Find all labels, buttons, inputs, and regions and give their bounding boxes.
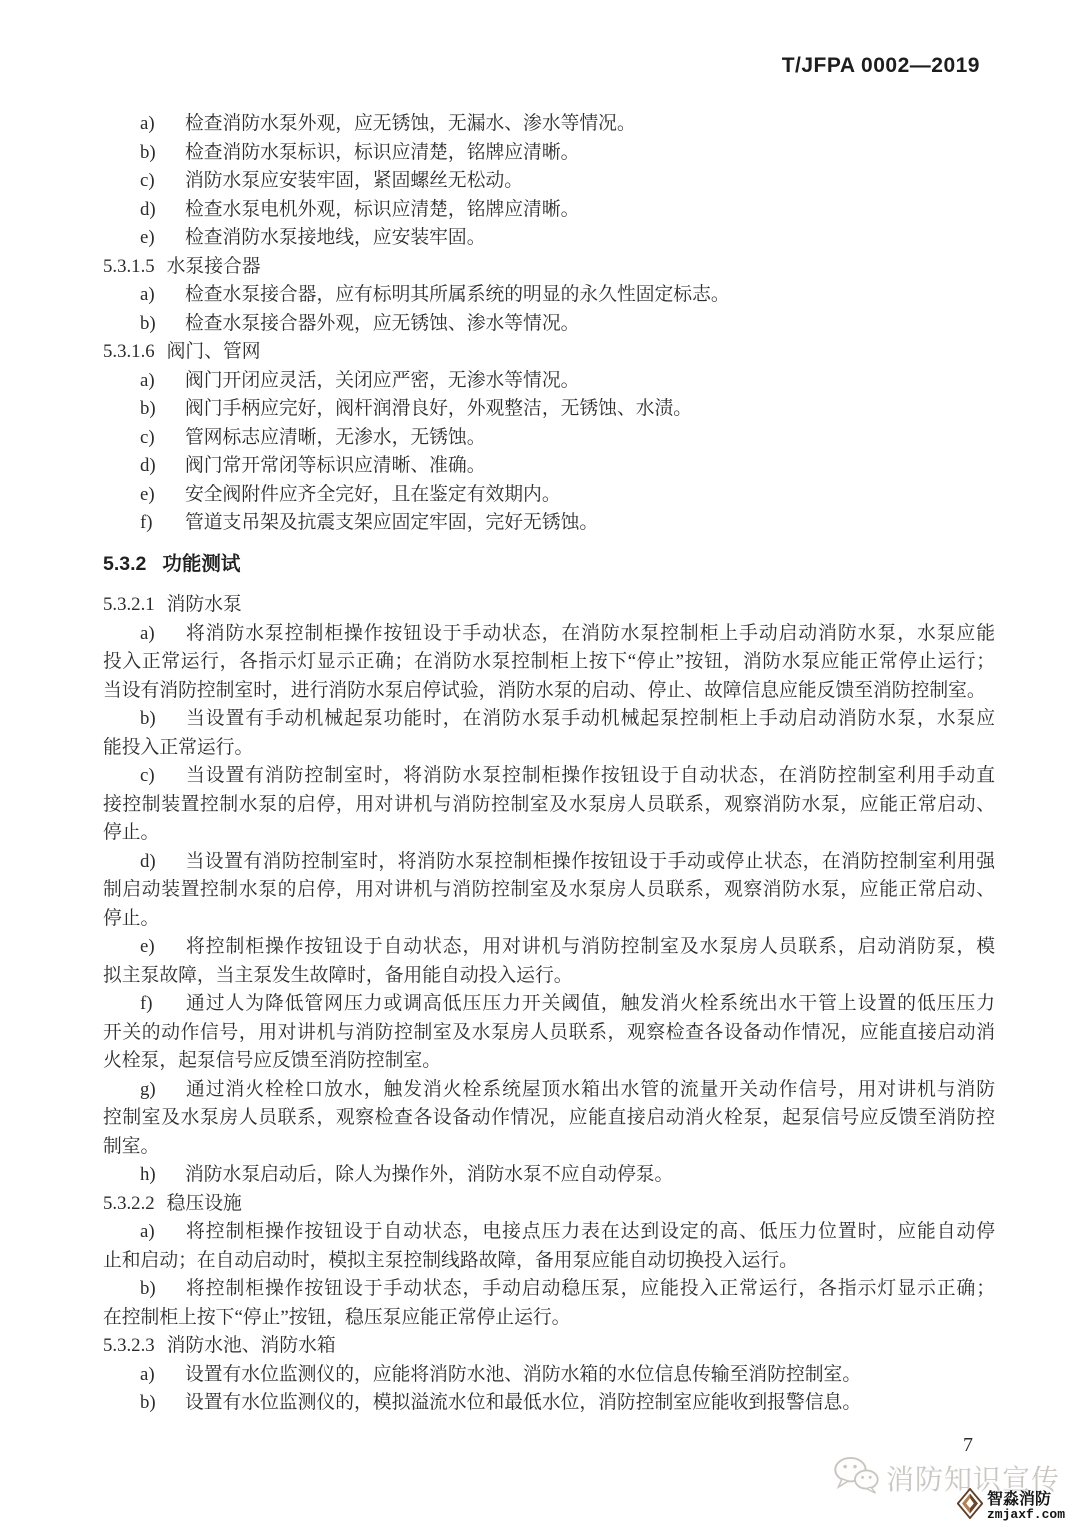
- section-title: 消防水池、消防水箱: [166, 1335, 336, 1356]
- clause-label: d): [140, 455, 156, 476]
- clause-label: a): [140, 113, 155, 134]
- clause-item: [103, 452, 995, 481]
- logo-name: 智淼消防: [987, 1490, 1052, 1508]
- section-number: 5.3.1.6: [103, 341, 155, 362]
- clause-paragraph-line: c) 当设置有消防控制室时，将消防水泵控制柜操作按钮设于自动状态，在消防控制室利用手动直: [103, 762, 995, 791]
- clause-paragraph-line: g) 通过消火栓栓口放水，触发消火栓系统屋顶水箱出水管的流量开关动作信号，用对讲机与消防: [103, 1076, 995, 1105]
- clause-paragraph-line: b) 当设置有手动机械起泵功能时，在消防水泵手动机械起泵控制柜上手动启动消防水泵，水泵应: [103, 705, 995, 734]
- clause-paragraph-line: 火栓泵，起泵信号应反馈至消防控制室。: [103, 1050, 442, 1071]
- page-number: 7: [963, 1434, 973, 1456]
- clause-label: b): [140, 1392, 156, 1413]
- document-content: [103, 110, 995, 1418]
- clause-paragraph: [103, 1389, 995, 1418]
- watermark-text: 消防知识宣传: [886, 1464, 1061, 1496]
- site-logo: [957, 1488, 1065, 1524]
- clause-paragraph-line: a) 设置有水位监测仪的，应能将消防水池、消防水箱的水位信息传输至消防控制室。: [103, 1361, 995, 1390]
- clause-item: [103, 139, 995, 168]
- clause-paragraph-line: d) 当设置有消防控制室时，将消防水泵控制柜操作按钮设于手动或停止状态，在消防控制室利用强: [103, 848, 995, 877]
- clause-paragraph-line: 拟主泵故障，当主泵发生故障时，备用能自动投入运行。: [103, 964, 573, 986]
- clause-label: c): [140, 426, 155, 448]
- clause-item: [103, 310, 995, 339]
- clause-label: b): [140, 1278, 156, 1299]
- section-number: 5.3.2.1: [103, 594, 155, 615]
- section-heading: [103, 1190, 995, 1219]
- clause-text: 消防水泵应安装牢固，紧固螺丝无松动。: [185, 170, 524, 191]
- clause-item: [103, 224, 995, 253]
- clause-text: 检查消防水泵接地线，应安装牢固。: [185, 227, 486, 248]
- clause-label: e): [140, 227, 155, 248]
- section-title: 稳压设施: [166, 1192, 242, 1214]
- clause-paragraph-line: a) 将控制柜操作按钮设于自动状态，电接点压力表在达到设定的高、低压力位置时，应能自动停: [103, 1218, 995, 1247]
- clause-label: b): [140, 398, 156, 419]
- clause-text: 检查水泵接合器外观，应无锈蚀、渗水等情况。: [185, 312, 580, 334]
- clause-label: b): [140, 708, 156, 729]
- clause-paragraph-line: f) 通过人为降低管网压力或调高低压压力开关阈值，触发消火栓系统出水干管上设置的低压压力: [103, 990, 995, 1019]
- clause-label: e): [140, 936, 155, 957]
- clause-text: 阀门开闭应灵活，关闭应严密，无渗水等情况。: [185, 369, 580, 391]
- clause-paragraph-line: 控制室及水泵房人员联系，观察检查各设备动作情况，应能直接启动消火栓泵，起泵信号应反馈至消防控: [103, 1107, 995, 1128]
- clause-label: b): [140, 141, 156, 163]
- clause-paragraph: [103, 990, 995, 1076]
- clause-label: c): [140, 765, 155, 786]
- clause-label: a): [140, 1363, 155, 1385]
- clause-text: 检查消防水泵标识，标识应清楚，铭牌应清晰。: [185, 141, 580, 163]
- clause-label: a): [140, 622, 155, 644]
- clause-paragraph: [103, 1076, 995, 1162]
- clause-paragraph-line: 制室。: [103, 1135, 160, 1157]
- clause-paragraph-line: 止和启动；在自动启动时，模拟主泵控制线路故障，备用泵应能自动切换投入运行。: [103, 1249, 798, 1271]
- standard-number: T/JFPA 0002—2019: [781, 54, 980, 77]
- wechat-chat-bubbles-icon: [833, 1456, 880, 1499]
- section-title: 阀门、管网: [166, 341, 261, 362]
- clause-paragraph: [103, 620, 995, 706]
- section-number: 5.3.2.2: [103, 1192, 155, 1214]
- clause-paragraph-line: 投入正常运行，各指示灯显示正确；在消防水泵控制柜上按下“停止”按钮，消防水泵应能正常停止运行；: [103, 651, 995, 672]
- clause-label: a): [140, 1221, 155, 1242]
- clause-item: [103, 481, 995, 510]
- logo-url: zmjaxf.com: [987, 1506, 1066, 1522]
- clause-paragraph-line: 接控制装置控制水泵的启停，用对讲机与消防控制室及水泵房人员联系，观察消防水泵，应能正常启动、: [103, 793, 995, 815]
- clause-label: d): [140, 198, 156, 220]
- clause-label: c): [140, 170, 155, 191]
- clause-paragraph-line: e) 将控制柜操作按钮设于自动状态，用对讲机与消防控制室及水泵房人员联系，启动消防泵，模: [103, 933, 995, 962]
- clause-text: 检查消防水泵外观，应无锈蚀，无漏水、渗水等情况。: [185, 113, 636, 134]
- clause-paragraph-line: 当设有消防控制室时，进行消防水泵启停试验，消防水泵的启动、停止、故障信息应能反馈至消防控制室。: [103, 679, 986, 701]
- clause-text: 管网标志应清晰，无渗水，无锈蚀。: [185, 426, 486, 448]
- clause-label: f): [140, 993, 153, 1014]
- clause-label: g): [140, 1078, 156, 1100]
- section-heading: [103, 591, 995, 620]
- section-number: 5.3.1.5: [103, 255, 155, 277]
- section-title: 水泵接合器: [166, 255, 261, 277]
- clause-item: [103, 395, 995, 424]
- section-number: 5.3.2: [103, 552, 147, 575]
- clause-paragraph-line: 能投入正常运行。: [103, 736, 254, 758]
- clause-label: b): [140, 312, 156, 334]
- clause-paragraph-line: a) 将消防水泵控制柜操作按钮设于手动状态，在消防水泵控制柜上手动启动消防水泵，水泵应能: [103, 620, 995, 649]
- clause-item: [103, 509, 995, 538]
- section-heading: [103, 1332, 995, 1361]
- clause-text: 阀门常开常闭等标识应清晰、准确。: [185, 455, 486, 476]
- clause-paragraph: [103, 705, 995, 762]
- clause-paragraph-line: 停止。: [103, 907, 160, 929]
- clause-paragraph: [103, 1161, 995, 1190]
- clause-item: [103, 424, 995, 453]
- clause-item: [103, 281, 995, 310]
- clause-item: [103, 196, 995, 225]
- clause-label: d): [140, 850, 156, 872]
- clause-item: [103, 110, 995, 139]
- clause-paragraph: [103, 1275, 995, 1332]
- clause-item: [103, 167, 995, 196]
- clause-text: 安全阀附件应齐全完好，且在鉴定有效期内。: [185, 483, 561, 505]
- clause-paragraph-line: 制启动装置控制水泵的启停，用对讲机与消防控制室及水泵房人员联系，观察消防水泵，应能正常启动、: [103, 879, 995, 900]
- clause-label: f): [140, 512, 153, 533]
- section-title: 消防水泵: [166, 594, 242, 615]
- section-title: 功能测试: [162, 552, 241, 575]
- clause-label: h): [140, 1164, 156, 1185]
- clause-paragraph-line: h) 消防水泵启动后，除人为操作外，消防水泵不应自动停泵。: [103, 1161, 995, 1190]
- clause-paragraph: [103, 933, 995, 990]
- clause-text: 检查水泵接合器，应有标明其所属系统的明显的永久性固定标志。: [185, 284, 730, 305]
- clause-label: a): [140, 369, 155, 391]
- clause-label: e): [140, 483, 155, 505]
- clause-paragraph-line: b) 将控制柜操作按钮设于手动状态，手动启动稳压泵，应能投入正常运行，各指示灯显示正确；: [103, 1275, 995, 1304]
- clause-paragraph: [103, 1218, 995, 1275]
- clause-paragraph-line: 开关的动作信号，用对讲机与消防控制室及水泵房人员联系，观察检查各设备动作情况，应能直接启动消: [103, 1021, 995, 1043]
- section-number: 5.3.2.3: [103, 1335, 155, 1356]
- clause-item: [103, 367, 995, 396]
- clause-paragraph: [103, 848, 995, 934]
- clause-paragraph: [103, 1361, 995, 1390]
- clause-text: 检查水泵电机外观，标识应清楚，铭牌应清晰。: [185, 198, 580, 220]
- clause-paragraph-line: 在控制柜上按下“停止”按钮，稳压泵应能正常停止运行。: [103, 1306, 571, 1328]
- zhimiao-diamond-icon: [957, 1488, 983, 1524]
- clause-paragraph-line: 停止。: [103, 822, 160, 843]
- clause-text: 阀门手柄应完好，阀杆润滑良好，外观整洁，无锈蚀、水渍。: [185, 398, 693, 419]
- clause-paragraph: [103, 762, 995, 848]
- major-section-heading: [103, 550, 995, 579]
- clause-paragraph-line: b) 设置有水位监测仪的，模拟溢流水位和最低水位，消防控制室应能收到报警信息。: [103, 1389, 995, 1418]
- clause-text: 管道支吊架及抗震支架应固定牢固，完好无锈蚀。: [185, 512, 599, 533]
- section-heading: [103, 253, 995, 282]
- clause-label: a): [140, 284, 155, 305]
- section-heading: [103, 338, 995, 367]
